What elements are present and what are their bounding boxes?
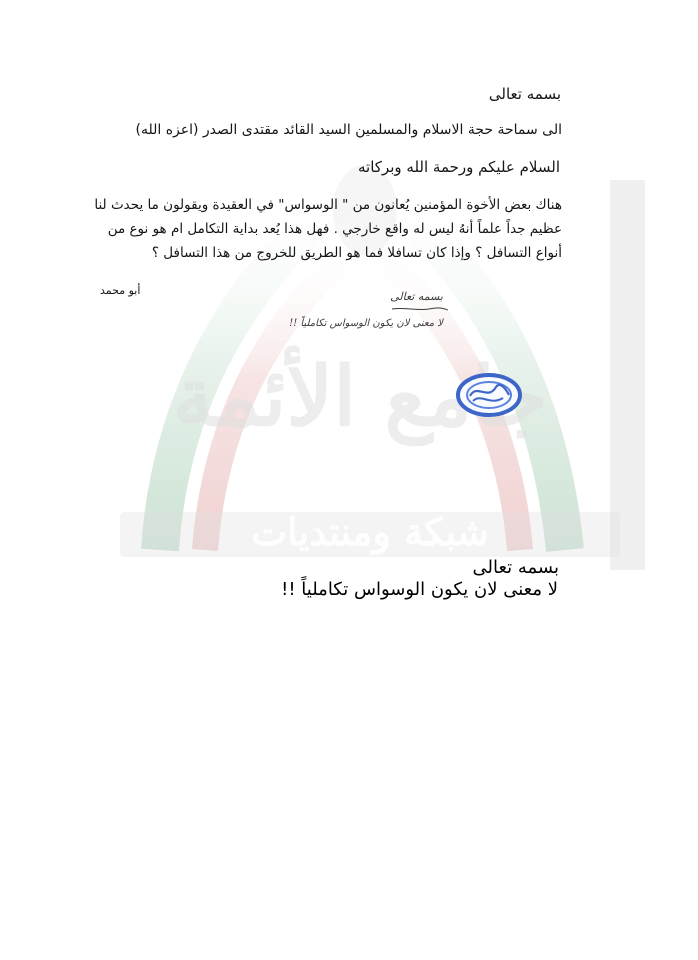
handwritten-reply-greeting: بسمه تعالى <box>390 290 443 303</box>
watermark-title: جامع الأئمة <box>172 349 548 445</box>
handwritten-reply-answer: لا معنى لان يكون الوسواس تكاملياً !! <box>289 318 443 329</box>
sender-name: أبو محمد <box>100 284 141 297</box>
blue-seal-icon <box>455 371 523 419</box>
typed-reply-answer: لا معنى لان يكون الوسواس تكاملياً !! <box>281 579 558 600</box>
salutation-line: السلام عليكم ورحمة الله وبركاته <box>358 158 560 176</box>
question-paragraph: هناك بعض الأخوة المؤمنين يُعانون من " الوسواس" في العقيدة ويقولون ما يحدث لنا عظيم جداً علماً أنهُ ليس له واقع خارجي . فهل هذا يُعد بداية التكامل ام هو نوع من أنواع التسافل ؟ وإذا كان تسافلا فما هو الطريق للخروج من هذا التسافل ؟ <box>94 197 562 261</box>
watermark-banner <box>120 512 620 557</box>
typed-reply-greeting: بسمه تعالى <box>472 557 559 578</box>
watermark-right-minaret <box>610 180 645 570</box>
watermark-subtitle: شبكة ومنتديات <box>251 509 489 554</box>
handwriting-stroke-icon <box>390 306 450 312</box>
document-greeting: بسمه تعالى <box>488 85 561 103</box>
addressee-line: الى سماحة حجة الاسلام والمسلمين السيد القائد مقتدى الصدر (اعزه الله) <box>135 122 562 138</box>
